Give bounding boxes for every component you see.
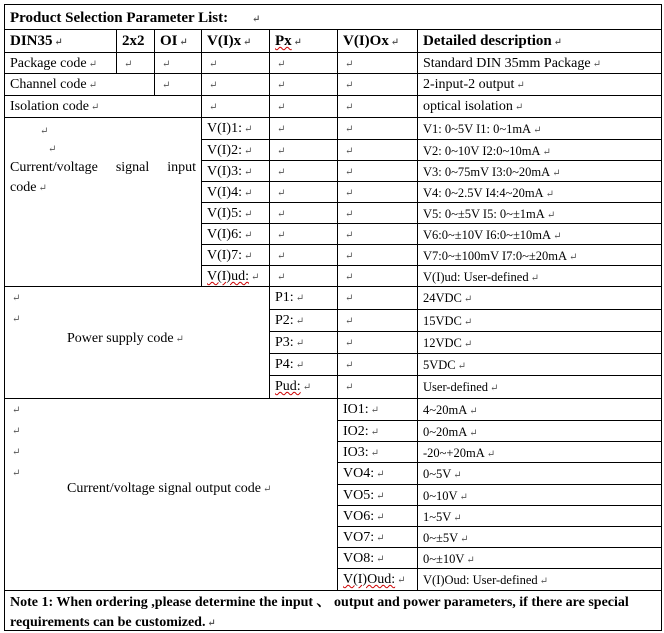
- para-mark: ↵: [345, 382, 354, 393]
- para-mark: ↵: [295, 338, 305, 349]
- para-mark: ↵: [293, 37, 303, 48]
- package-vix-cell: [201, 52, 269, 73]
- para-mark: ↵: [302, 382, 312, 393]
- para-mark: ↵: [345, 338, 354, 349]
- para-mark: ↵: [209, 102, 218, 113]
- input-code-text: V(I)3:: [207, 164, 242, 179]
- para-mark: ↵: [243, 37, 252, 48]
- channel-code-text: Channel code: [10, 77, 87, 92]
- output-row-8-desc: [417, 547, 662, 568]
- input-desc-text: V(I)ud: User-defined: [423, 270, 529, 284]
- power-row-2-code: [269, 309, 337, 331]
- header-description: [417, 29, 662, 52]
- para-mark: ↵: [345, 167, 354, 178]
- para-mark: ↵: [209, 59, 218, 70]
- para-mark: ↵: [457, 361, 467, 372]
- input-row-4-px: [269, 181, 337, 202]
- output-code-text: IO3:: [343, 445, 369, 460]
- output-row-7-desc: [417, 526, 662, 547]
- para-mark: ↵: [162, 59, 171, 70]
- para-mark: ↵: [88, 80, 97, 91]
- para-mark: ↵: [277, 230, 286, 241]
- input-section-label: [4, 117, 201, 286]
- output-row-6-desc: [417, 505, 662, 526]
- package-px-cell: [269, 52, 337, 73]
- para-mark: ↵: [12, 447, 21, 458]
- order-note-text: Note 1: When ordering ,please determine the input 、 output and power parameters, if there are special requirements can be customized.: [10, 595, 629, 630]
- power-desc-text: User-defined: [423, 380, 488, 394]
- input-row-3-viox: [337, 160, 417, 181]
- power-desc-text: 12VDC: [423, 336, 462, 350]
- para-mark: ↵: [277, 272, 286, 283]
- input-code-text: V(I)2:: [207, 143, 242, 158]
- input-row-4-code: [201, 181, 269, 202]
- input-row-1-viox: [337, 117, 417, 139]
- power-desc-text: 24VDC: [423, 291, 462, 305]
- output-row-1-desc: [417, 398, 662, 420]
- para-mark: ↵: [390, 37, 400, 48]
- header-2x2-text: 2x2: [122, 33, 145, 49]
- power-row-5-viox: [337, 375, 417, 398]
- power-row-4-code: [269, 353, 337, 375]
- para-mark: ↵: [466, 555, 475, 566]
- input-section-label-text: Current/voltage signal input code: [10, 160, 196, 195]
- power-row-4-viox: [337, 353, 417, 375]
- package-viox-cell: [337, 52, 417, 73]
- power-row-1-code: [269, 286, 337, 309]
- power-row-3-code: [269, 331, 337, 353]
- order-note: [4, 590, 662, 631]
- input-row-8-px: [269, 265, 337, 286]
- input-mark-line-2: [10, 140, 198, 158]
- output-desc-text: 0~10V: [423, 489, 458, 503]
- input-desc-text: V5: 0~±5V I5: 0~±1mA: [423, 207, 545, 221]
- output-desc-text: -20~+20mA: [423, 446, 485, 460]
- power-section-label: [4, 286, 269, 398]
- output-row-3-desc: [417, 441, 662, 462]
- para-mark: ↵: [252, 14, 261, 25]
- para-mark: ↵: [514, 102, 524, 113]
- power-row-1-desc: [417, 286, 662, 309]
- para-mark: ↵: [12, 468, 21, 479]
- input-row-6-viox: [337, 223, 417, 244]
- output-code-text: IO2:: [343, 424, 369, 439]
- para-mark: ↵: [553, 37, 563, 48]
- para-mark: ↵: [244, 209, 253, 220]
- channel-vix-cell: [201, 73, 269, 95]
- para-mark: ↵: [207, 618, 216, 629]
- input-row-7-desc: [417, 244, 662, 265]
- output-section-label: [4, 398, 337, 590]
- para-mark: ↵: [277, 167, 286, 178]
- para-mark: ↵: [469, 406, 478, 417]
- para-mark: ↵: [542, 147, 551, 158]
- output-desc-text: 0~±10V: [423, 552, 465, 566]
- para-mark: ↵: [345, 124, 354, 135]
- para-mark: ↵: [124, 59, 133, 70]
- para-mark: ↵: [277, 209, 286, 220]
- output-section-label-text: Current/voltage signal output code: [67, 481, 262, 496]
- para-mark: ↵: [345, 146, 354, 157]
- input-row-5-px: [269, 202, 337, 223]
- para-mark: ↵: [490, 383, 499, 394]
- para-mark: ↵: [376, 491, 385, 502]
- output-mark-line-1: [10, 401, 334, 422]
- output-mark-line-4: [10, 464, 334, 480]
- power-row-1-viox: [337, 286, 417, 309]
- para-mark: ↵: [277, 124, 286, 135]
- header-vix: [201, 29, 269, 52]
- power-mark-line-2: [10, 310, 266, 330]
- input-row-7-code: [201, 244, 269, 265]
- output-row-1-code: [337, 398, 417, 420]
- output-row-9-code: [337, 568, 417, 590]
- input-code-text: V(I)5:: [207, 206, 242, 221]
- input-row-8-code: [201, 265, 269, 286]
- para-mark: ↵: [277, 146, 286, 157]
- para-mark: ↵: [463, 294, 473, 305]
- input-row-3-code: [201, 160, 269, 181]
- input-code-text: V(I)4:: [207, 185, 242, 200]
- input-row-8-viox: [337, 265, 417, 286]
- output-desc-text: 0~20mA: [423, 425, 468, 439]
- output-row-2-code: [337, 420, 417, 441]
- output-row-7-code: [337, 526, 417, 547]
- header-px-text: Px: [275, 33, 292, 49]
- channel-code-label: [4, 73, 154, 95]
- channel-description-text: 2-input-2 output: [423, 77, 515, 92]
- para-mark: ↵: [244, 188, 253, 199]
- para-mark: ↵: [370, 427, 380, 438]
- para-mark: ↵: [345, 230, 354, 241]
- header-vix-text: V(I)x: [207, 33, 242, 49]
- para-mark: ↵: [345, 360, 354, 371]
- para-mark: ↵: [345, 188, 354, 199]
- output-code-text: V(I)Oud:: [343, 572, 396, 587]
- para-mark: ↵: [370, 448, 380, 459]
- channel-px-cell: [269, 73, 337, 95]
- power-row-5-desc: [417, 375, 662, 398]
- para-mark: ↵: [244, 146, 253, 157]
- table-title-text: Product Selection Parameter List:: [10, 10, 229, 26]
- para-mark: ↵: [277, 102, 286, 113]
- input-row-1-px: [269, 117, 337, 139]
- para-mark: ↵: [345, 209, 354, 220]
- output-code-text: VO6:: [343, 509, 375, 524]
- channel-viox-cell: [337, 73, 417, 95]
- output-code-text: IO1:: [343, 402, 369, 417]
- input-row-1-desc: [417, 117, 662, 139]
- power-row-3-desc: [417, 331, 662, 353]
- power-code-text: P4:: [275, 357, 294, 372]
- para-mark: ↵: [179, 37, 188, 48]
- parameter-table: [4, 4, 662, 631]
- output-row-6-code: [337, 505, 417, 526]
- input-row-5-viox: [337, 202, 417, 223]
- input-row-4-desc: [417, 181, 662, 202]
- header-oi: [154, 29, 201, 52]
- header-viox-text: V(I)Ox: [343, 33, 389, 49]
- para-mark: ↵: [376, 554, 385, 565]
- para-mark: ↵: [12, 405, 21, 416]
- para-mark: ↵: [459, 492, 468, 503]
- package-oi-cell: [154, 52, 201, 73]
- input-row-5-desc: [417, 202, 662, 223]
- input-desc-text: V3: 0~75mV I3:0~20mA: [423, 165, 551, 179]
- para-mark: ↵: [592, 59, 601, 70]
- para-mark: ↵: [552, 168, 561, 179]
- power-row-3-viox: [337, 331, 417, 353]
- header-oi-text: OI: [160, 33, 178, 49]
- output-section-text: [10, 480, 334, 499]
- input-row-7-viox: [337, 244, 417, 265]
- input-row-7-px: [269, 244, 337, 265]
- input-desc-text: V6:0~±10V I6:0~±10mA: [423, 228, 552, 242]
- input-row-6-code: [201, 223, 269, 244]
- output-row-2-desc: [417, 420, 662, 441]
- para-mark: ↵: [209, 80, 218, 91]
- para-mark: ↵: [345, 316, 354, 327]
- input-row-6-px: [269, 223, 337, 244]
- para-mark: ↵: [345, 293, 354, 304]
- package-description: [417, 52, 662, 73]
- para-mark: ↵: [277, 188, 286, 199]
- para-mark: ↵: [469, 428, 478, 439]
- isolation-viox-cell: [337, 95, 417, 117]
- power-section-text: [10, 330, 266, 349]
- power-row-4-desc: [417, 353, 662, 375]
- para-mark: ↵: [12, 314, 21, 325]
- power-section-label-text: Power supply code: [67, 331, 174, 346]
- input-row-5-code: [201, 202, 269, 223]
- output-code-text: VO7:: [343, 530, 375, 545]
- para-mark: ↵: [263, 484, 272, 495]
- para-mark: ↵: [251, 272, 260, 283]
- header-px: [269, 29, 337, 52]
- para-mark: ↵: [539, 576, 549, 587]
- header-din35-text: DIN35: [10, 33, 53, 49]
- para-mark: ↵: [295, 293, 305, 304]
- para-mark: ↵: [397, 575, 406, 586]
- para-mark: ↵: [345, 59, 354, 70]
- input-row-3-px: [269, 160, 337, 181]
- isolation-px-cell: [269, 95, 337, 117]
- table-title: [4, 4, 662, 29]
- para-mark: ↵: [546, 210, 556, 221]
- para-mark: ↵: [162, 80, 171, 91]
- para-mark: ↵: [244, 251, 253, 262]
- para-mark: ↵: [12, 293, 21, 304]
- output-row-3-code: [337, 441, 417, 462]
- header-2x2: [116, 29, 154, 52]
- input-row-8-desc: [417, 265, 662, 286]
- power-row-2-desc: [417, 309, 662, 331]
- input-row-2-viox: [337, 139, 417, 160]
- para-mark: ↵: [376, 533, 385, 544]
- para-mark: ↵: [345, 102, 354, 113]
- output-desc-text: 1~5V: [423, 510, 452, 524]
- package-description-text: Standard DIN 35mm Package: [423, 56, 591, 71]
- para-mark: ↵: [295, 360, 305, 371]
- output-mark-line-3: [10, 443, 334, 464]
- para-mark: ↵: [48, 144, 57, 155]
- output-row-4-code: [337, 462, 417, 484]
- power-row-2-viox: [337, 309, 417, 331]
- input-desc-text: V7:0~±100mV I7:0~±20mA: [423, 249, 568, 263]
- para-mark: ↵: [345, 80, 354, 91]
- output-row-5-code: [337, 484, 417, 505]
- input-row-2-code: [201, 139, 269, 160]
- input-desc-text: V4: 0~2.5V I4:4~20mA: [423, 186, 544, 200]
- power-code-text: Pud:: [275, 379, 301, 394]
- para-mark: ↵: [345, 251, 354, 262]
- power-code-text: P3:: [275, 335, 294, 350]
- input-code-text: V(I)ud:: [207, 269, 249, 284]
- para-mark: ↵: [277, 80, 286, 91]
- input-code-text: V(I)6:: [207, 227, 242, 242]
- input-row-1-code: [201, 117, 269, 139]
- para-mark: ↵: [40, 126, 49, 137]
- output-desc-text: 0~5V: [423, 467, 452, 481]
- para-mark: ↵: [345, 272, 354, 283]
- para-mark: ↵: [244, 230, 253, 241]
- para-mark: ↵: [277, 251, 286, 262]
- output-row-4-desc: [417, 462, 662, 484]
- para-mark: ↵: [460, 534, 469, 545]
- package-code-text: Package code: [10, 56, 87, 71]
- para-mark: ↵: [244, 167, 253, 178]
- input-code-text: V(I)7:: [207, 248, 242, 263]
- output-row-9-desc: [417, 568, 662, 590]
- output-code-text: VO5:: [343, 488, 375, 503]
- power-code-text: P2:: [275, 313, 294, 328]
- para-mark: ↵: [38, 183, 47, 194]
- isolation-code-text: Isolation code: [10, 99, 89, 114]
- output-desc-text: V(I)Oud: User-defined: [423, 573, 538, 587]
- para-mark: ↵: [553, 231, 562, 242]
- input-row-2-desc: [417, 139, 662, 160]
- para-mark: ↵: [530, 273, 539, 284]
- para-mark: ↵: [569, 252, 578, 263]
- para-mark: ↵: [533, 125, 542, 136]
- para-mark: ↵: [486, 449, 496, 460]
- para-mark: ↵: [54, 37, 63, 48]
- channel-oi-cell: [154, 73, 201, 95]
- para-mark: ↵: [90, 102, 100, 113]
- output-code-text: VO4:: [343, 466, 375, 481]
- power-mark-line-1: [10, 289, 266, 310]
- power-code-text: P1:: [275, 290, 294, 305]
- output-code-text: VO8:: [343, 551, 375, 566]
- para-mark: ↵: [453, 513, 462, 524]
- input-desc-text: V1: 0~5V I1: 0~1mA: [423, 122, 532, 136]
- input-mark-line-1: [10, 122, 198, 140]
- para-mark: ↵: [295, 316, 305, 327]
- para-mark: ↵: [370, 405, 380, 416]
- isolation-vix-cell: [201, 95, 269, 117]
- input-row-2-px: [269, 139, 337, 160]
- para-mark: ↵: [175, 334, 184, 345]
- para-mark: ↵: [376, 469, 385, 480]
- para-mark: ↵: [463, 317, 473, 328]
- isolation-code-label: [4, 95, 201, 117]
- channel-description: [417, 73, 662, 95]
- para-mark: ↵: [463, 339, 473, 350]
- power-desc-text: 15VDC: [423, 314, 462, 328]
- output-mark-line-2: [10, 422, 334, 443]
- para-mark: ↵: [545, 189, 554, 200]
- input-code-text: V(I)1:: [207, 121, 242, 136]
- header-din35: [4, 29, 116, 52]
- input-row-4-viox: [337, 181, 417, 202]
- package-code-label: [4, 52, 116, 73]
- input-section-text: [10, 158, 196, 199]
- para-mark: ↵: [516, 80, 525, 91]
- header-viox: [337, 29, 417, 52]
- isolation-description-text: optical isolation: [423, 99, 513, 114]
- power-desc-text: 5VDC: [423, 358, 456, 372]
- para-mark: ↵: [88, 59, 97, 70]
- para-mark: ↵: [277, 59, 286, 70]
- para-mark: ↵: [453, 470, 462, 481]
- para-mark: ↵: [376, 512, 385, 523]
- output-desc-text: 4~20mA: [423, 403, 468, 417]
- power-row-5-code: [269, 375, 337, 398]
- output-row-8-code: [337, 547, 417, 568]
- output-desc-text: 0~±5V: [423, 531, 459, 545]
- input-row-6-desc: [417, 223, 662, 244]
- input-row-3-desc: [417, 160, 662, 181]
- para-mark: ↵: [244, 124, 253, 135]
- isolation-description: [417, 95, 662, 117]
- input-desc-text: V2: 0~10V I2:0~10mA: [423, 144, 541, 158]
- header-description-text: Detailed description: [423, 33, 552, 49]
- package-2x2-cell: [116, 52, 154, 73]
- para-mark: ↵: [12, 426, 21, 437]
- output-row-5-desc: [417, 484, 662, 505]
